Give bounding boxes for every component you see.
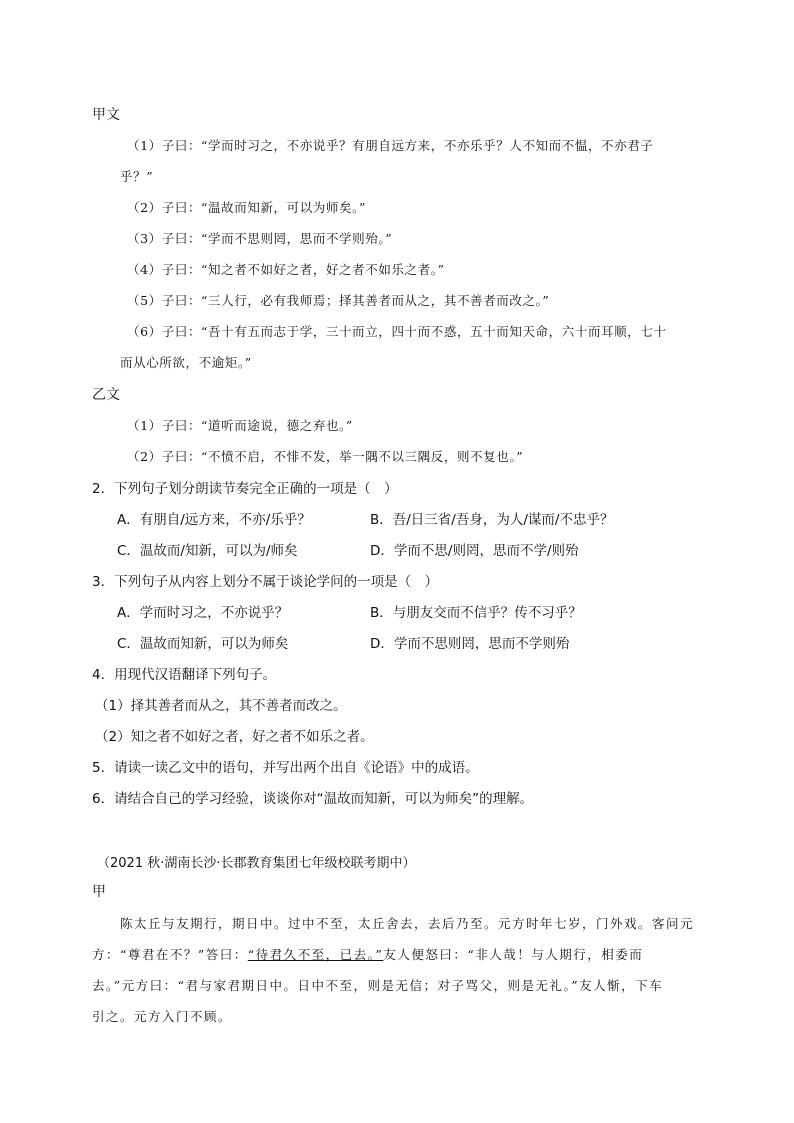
question-2-option-b: B．吾/日三省/吾身，为人/谋而/不忠乎？ xyxy=(370,512,614,528)
passage-line-1: 陈太丘与友期行，期日中。过中不至，太丘舍去，去后乃至。元方时年七岁，门外戏。客问元 xyxy=(120,916,695,931)
yi-heading: 乙文 xyxy=(92,387,120,403)
question-4-sentence-1: （1）择其善者而从之，其不善者而改之。 xyxy=(95,698,347,714)
question-5: 5．请读一读乙文中的语句，并写出两个出自《论语》中的成语。 xyxy=(92,760,479,776)
passage-line-2 xyxy=(92,945,643,963)
passage-line-4: 引之。元方入门不顾。 xyxy=(92,1009,233,1024)
question-2-option-d: D．学而不思/则罔，思而不学/则殆 xyxy=(370,543,579,559)
passage-line-2-part-a: 方：“尊君在不？”答曰： xyxy=(92,947,248,962)
passage-line-3: 去。”元方曰：“君与家君期日中。日中不至，则是无信；对子骂父，则是无礼。”友人惭，下车 xyxy=(92,978,664,993)
question-3-stem: 3．下列句子从内容上划分不属于谈论学问的一项是（ ） xyxy=(92,574,439,590)
jia-line-1: （1）子曰：“学而时习之，不亦说乎？有朋自远方来，不亦乐乎？人不知而不愠，不亦君子 xyxy=(127,138,654,153)
question-3-option-a: A．学而时习之，不亦说乎？ xyxy=(117,605,289,621)
question-3-option-d: D．学而不思则罔，思而不学则殆 xyxy=(370,636,570,652)
jia-line-6: （6）子曰：“吾十有五而志于学，三十而立，四十而不惑，五十而知天命，六十而耳顺，七十 xyxy=(127,324,667,339)
question-2-option-a: A．有朋自/远方来，不亦/乐乎？ xyxy=(117,512,311,528)
question-4-sentence-2: （2）知之者不如好之者，好之者不如乐之者。 xyxy=(95,729,374,745)
question-4-stem: 4．用现代汉语翻译下列句子。 xyxy=(92,667,277,683)
question-6: 6．请结合自己的学习经验，谈谈你对“温故而知新，可以为师矣”的理解。 xyxy=(92,791,534,807)
question-3-option-c: C．温故而知新，可以为师矣 xyxy=(117,636,289,652)
source-note: （2021 秋·湖南长沙·长郡教育集团七年级校联考期中） xyxy=(97,856,416,871)
passage-line-2-part-b: 友人便怒曰：“非人哉！与人期行，相委而 xyxy=(383,947,644,962)
question-3-option-b: B．与朋友交而不信乎？传不习乎？ xyxy=(370,605,582,621)
yi-line-1: （1）子曰：“道听而途说，德之弃也。” xyxy=(127,418,353,433)
jia-line-4: （4）子曰：“知之者不如好之者，好之者不如乐之者。” xyxy=(127,262,445,277)
yi-line-2: （2）子曰：“不愤不启，不悱不发，举一隅不以三隅反，则不复也。” xyxy=(127,449,524,464)
jia-heading: 甲文 xyxy=(92,107,120,123)
jia-line-6-cont: 而从心所欲，不逾矩。” xyxy=(120,355,252,370)
underlined-quote: “待君久不至，已去。” xyxy=(247,947,384,962)
jia-line-3: （3）子曰：“学而不思则罔，思而不学则殆。” xyxy=(127,231,393,246)
jia-line-2: （2）子曰：“温故而知新，可以为师矣。” xyxy=(127,200,366,215)
jia-line-1-cont: 乎？” xyxy=(120,169,154,184)
question-2-option-c: C．温故而/知新，可以为/师矣 xyxy=(117,543,298,559)
jia-line-5: （5）子曰：“三人行，必有我师焉；择其善者而从之，其不善者而改之。” xyxy=(127,293,550,308)
passage-heading: 甲 xyxy=(92,884,106,900)
question-2-stem: 2．下列句子划分朗读节奏完全正确的一项是（ ） xyxy=(92,481,398,497)
